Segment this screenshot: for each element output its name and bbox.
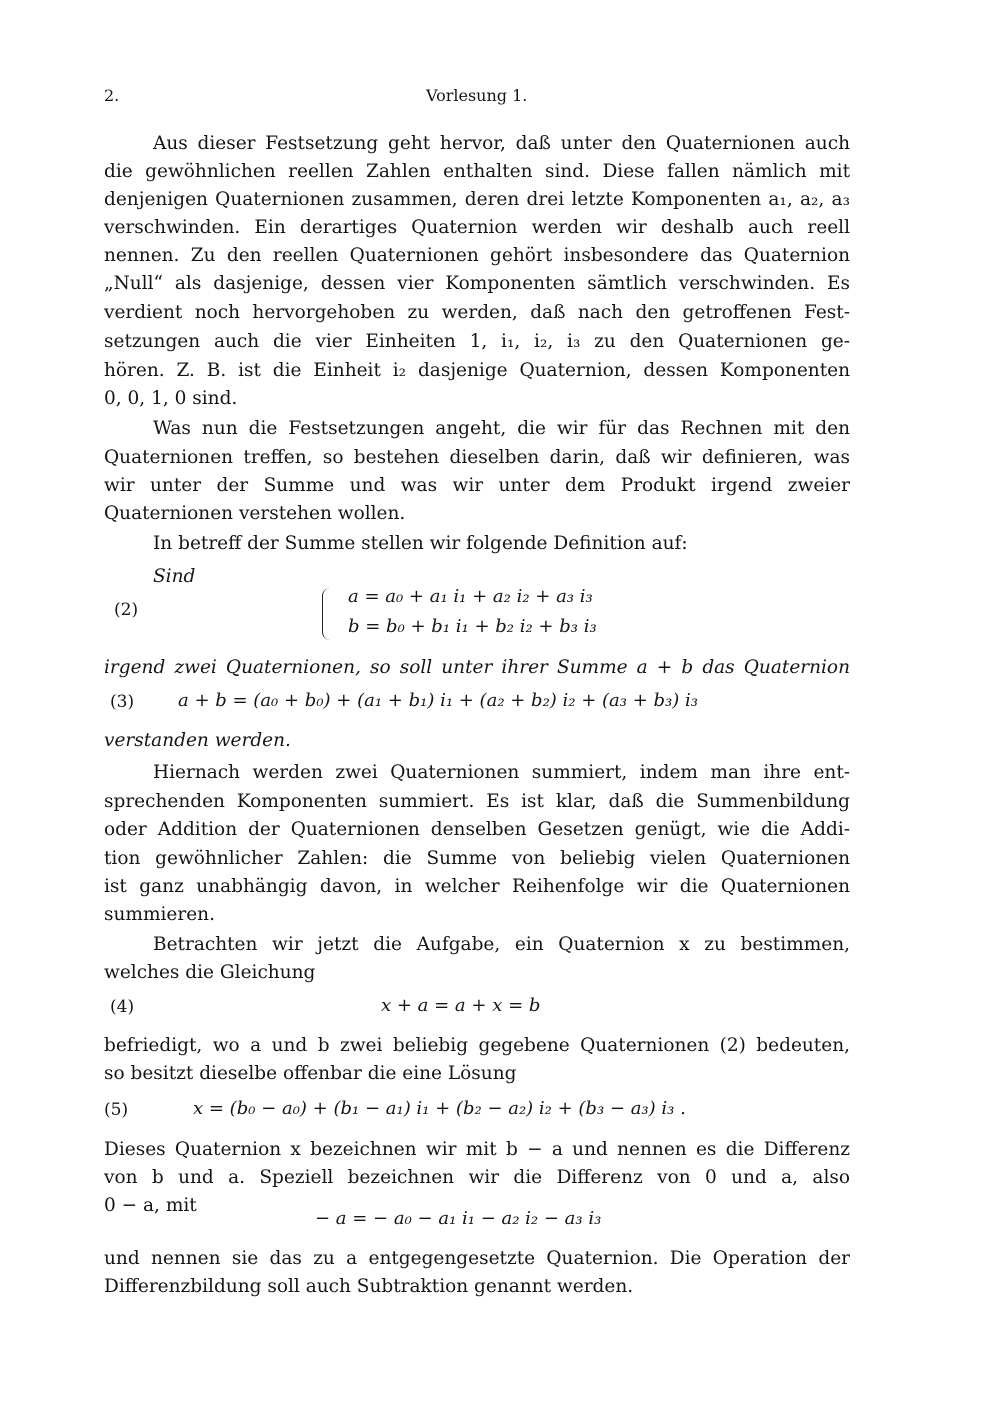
para1-line-8: setzungen auch die vier Einheiten 1, i₁, i₂, i₃ zu den Quaternionen ge-	[104, 331, 850, 352]
para5-line-1: Betrachten wir jetzt die Aufgabe, ein Quaternion x zu bestimmen,	[153, 934, 850, 955]
para2-line-2: Quaternionen treffen, so bestehen dieselben darin, daß wir definieren, was	[104, 447, 850, 468]
para1-line-2: die gewöhnlichen reellen Zahlen enthalten sind. Diese fallen nämlich mit	[104, 161, 850, 182]
para1-line-9: hören. Z. B. ist die Einheit i₂ dasjenige Quaternion, dessen Komponenten	[104, 360, 850, 381]
eq6: − a = − a₀ − a₁ i₁ − a₂ i₂ − a₃ i₃	[315, 1208, 602, 1229]
eq5: x = (b₀ − a₀) + (b₁ − a₁) i₁ + (b₂ − a₂) i₂ + (b₃ − a₃) i₃ .	[193, 1098, 686, 1119]
eq2-line-b: b = b₀ + b₁ i₁ + b₂ i₂ + b₃ i₃	[348, 616, 597, 637]
eq3: a + b = (a₀ + b₀) + (a₁ + b₁) i₁ + (a₂ + b₂) i₂ + (a₃ + b₃) i₃	[178, 690, 698, 711]
para1-line-4: verschwinden. Ein derartiges Quaternion werden wir deshalb auch reell	[104, 217, 850, 238]
para4-line-5: ist ganz unabhängig davon, in welcher Reihenfolge wir die Quaternionen	[104, 876, 850, 897]
definition-middle: irgend zwei Quaternionen, so soll unter ihrer Summe a + b das Quaternion	[104, 657, 850, 678]
para6-line-2: so besitzt dieselbe offenbar die eine Lösung	[104, 1063, 517, 1084]
eq3-number: (3)	[110, 692, 135, 712]
para4-line-2: sprechenden Komponenten summiert. Es ist klar, daß die Summenbildung	[104, 791, 850, 812]
para5-line-2: welches die Gleichung	[104, 962, 316, 983]
definition-lead: Sind	[153, 566, 196, 587]
para2-line-4: Quaternionen verstehen wollen.	[104, 503, 406, 524]
para3-line: In betreff der Summe stellen wir folgende Definition auf:	[153, 533, 688, 554]
para2-line-1: Was nun die Festsetzungen angeht, die wir für das Rechnen mit den	[153, 418, 850, 439]
eq2-line-a: a = a₀ + a₁ i₁ + a₂ i₂ + a₃ i₃	[348, 586, 593, 607]
para1-line-7: verdient noch hervorgehoben zu werden, daß nach den getroffenen Fest-	[104, 302, 850, 323]
para1-line-5: nennen. Zu den reellen Quaternionen gehört insbesondere das Quaternion	[104, 245, 850, 266]
para4-line-3: oder Addition der Quaternionen denselben Gesetzen genügt, wie die Addi-	[104, 819, 850, 840]
eq4: x + a = a + x = b	[381, 995, 541, 1016]
eq2-number: (2)	[114, 600, 139, 620]
para6-line-1: befriedigt, wo a und b zwei beliebig gegebene Quaternionen (2) bedeuten,	[104, 1035, 850, 1056]
para4-line-6: summieren.	[104, 904, 215, 925]
page-number: 2.	[104, 86, 120, 105]
para1-line-3: denjenigen Quaternionen zusammen, deren drei letzte Komponenten a₁, a₂, a₃	[104, 189, 850, 210]
para4-line-1: Hiernach werden zwei Quaternionen summiert, indem man ihre ent-	[153, 762, 850, 783]
eq4-number: (4)	[110, 997, 135, 1017]
definition-end: verstanden werden.	[104, 730, 291, 751]
para1-line-1: Aus dieser Festsetzung geht hervor, daß unter den Quaternionen auch	[153, 133, 850, 154]
para7-line-2: von b und a. Speziell bezeichnen wir die Differenz von 0 und a, also	[104, 1167, 850, 1188]
para8-line-2: Differenzbildung soll auch Subtraktion genannt werden.	[104, 1276, 634, 1297]
para7-line-1: Dieses Quaternion x bezeichnen wir mit b − a und nennen es die Differenz	[104, 1139, 850, 1160]
para1-line-10: 0, 0, 1, 0 sind.	[104, 388, 238, 409]
eq2-brace	[322, 588, 333, 640]
eq5-number: (5)	[104, 1100, 129, 1120]
para8-line-1: und nennen sie das zu a entgegengesetzte Quaternion. Die Operation der	[104, 1248, 850, 1269]
para1-line-6: „Null“ als dasjenige, dessen vier Komponenten sämtlich verschwinden. Es	[104, 273, 850, 294]
para7-line-3: 0 − a, mit	[104, 1195, 197, 1216]
running-title: Vorlesung 1.	[426, 86, 528, 105]
para2-line-3: wir unter der Summe und was wir unter dem Produkt irgend zweier	[104, 475, 850, 496]
para4-line-4: tion gewöhnlicher Zahlen: die Summe von beliebig vielen Quaternionen	[104, 848, 850, 869]
